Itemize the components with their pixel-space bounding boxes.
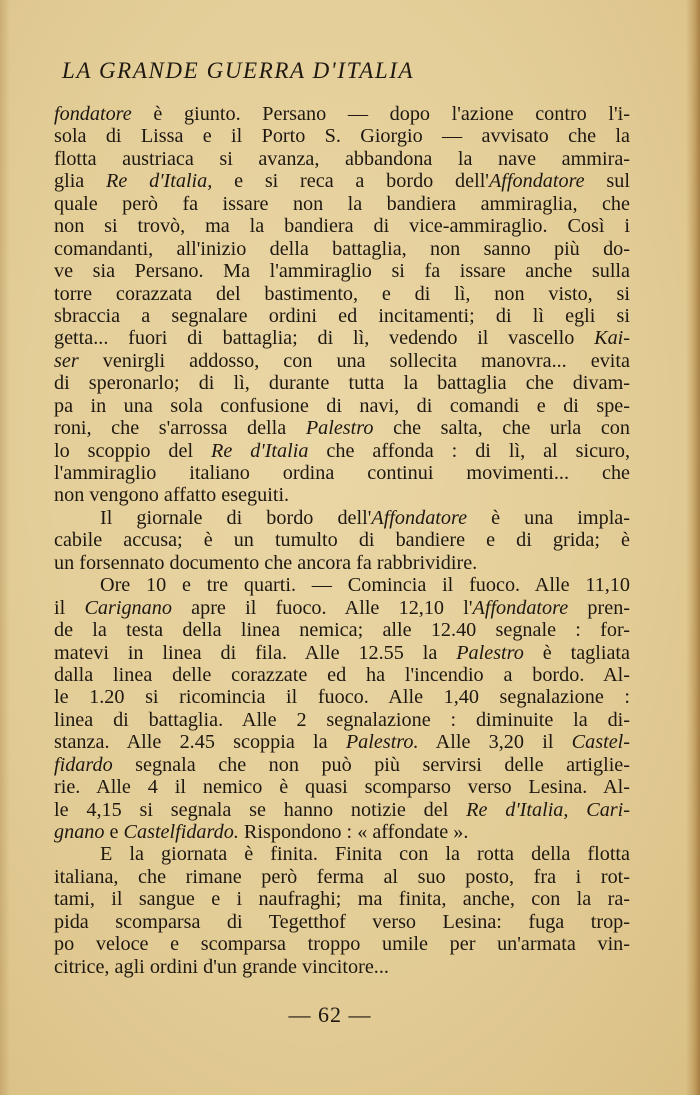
body-text <box>54 103 630 978</box>
text-line <box>54 731 630 753</box>
italic-text-segment: Re d'Italia, Cari- <box>466 798 630 821</box>
italic-text-segment: Palestro <box>305 417 374 440</box>
text-segment: un forsennato documento che ancora fa rabbrividire. <box>54 551 478 574</box>
page-left-edge-shading <box>0 0 10 1095</box>
text-segment: che salta, che urla con <box>373 417 630 440</box>
text-segment: segnala che non può più servirsi delle artiglie- <box>112 753 630 776</box>
text-line <box>54 933 630 955</box>
text-segment: E la giornata è finita. Finita con la rotta della flotta <box>100 843 630 866</box>
italic-text-segment: Castelfidardo. <box>123 821 239 843</box>
text-line <box>54 597 630 619</box>
italic-text-segment: Re d'Italia, <box>106 170 213 193</box>
text-segment: sola di Lissa e il Porto S. Giorgio — avvisato che la <box>54 125 630 148</box>
page-right-edge-shading <box>686 0 700 1095</box>
text-line <box>54 238 630 260</box>
italic-text-segment: gnano <box>54 821 105 843</box>
text-line <box>54 529 630 551</box>
text-segment: l'ammiraglio italiano ordina continui movimenti... che <box>54 462 630 484</box>
text-line <box>54 799 630 821</box>
text-line <box>54 754 630 776</box>
text-segment: il <box>54 596 85 619</box>
text-line <box>54 642 630 664</box>
text-segment: lo scoppio del <box>54 439 212 462</box>
text-segment: matevi in linea di fila. Alle 12.55 la <box>54 641 457 664</box>
text-segment: pida scomparsa di Tegetthof verso Lesina: fuga trop- <box>54 910 630 933</box>
italic-text-segment: ser <box>54 349 79 372</box>
text-line <box>54 709 630 731</box>
text-segment: venirgli addosso, con una sollecita manovra... evita <box>78 349 630 372</box>
italic-text-segment: Carignano <box>84 596 172 619</box>
text-line <box>54 507 630 529</box>
italic-text-segment: Kai- <box>594 327 630 350</box>
text-segment: getta... fuori di battaglia; di lì, vedendo il vascello <box>54 327 595 350</box>
text-line <box>54 395 630 417</box>
text-segment: sul <box>584 170 630 193</box>
text-segment: apre il fuoco. Alle 12,10 l' <box>171 596 473 619</box>
text-line <box>54 866 630 888</box>
text-segment: italiana, che rimane però ferma al suo posto, fra i rot- <box>54 865 630 888</box>
italic-text-segment: Affondatore <box>371 506 468 529</box>
text-line <box>54 462 630 484</box>
text-segment: ve sia Persano. Ma l'ammiraglio si fa issare anche sulla <box>54 260 630 283</box>
text-segment: sbraccia a segnalare ordini ed incitamenti; di lì egli si <box>54 304 630 327</box>
text-line <box>54 215 630 237</box>
text-line <box>54 956 630 978</box>
text-segment: pa in una sola confusione di navi, di comandi e di spe- <box>54 394 630 417</box>
text-segment: citrice, agli ordini d'un grande vincitore... <box>54 955 389 978</box>
text-segment: Rispondono : « affondate ». <box>238 821 469 843</box>
text-line <box>54 440 630 462</box>
text-segment: glia <box>54 170 107 193</box>
italic-text-segment: Palestro <box>456 641 524 664</box>
text-line <box>54 170 630 192</box>
text-segment: Il giornale di bordo dell' <box>100 506 372 529</box>
text-segment: de la testa della linea nemica; alle 12.40 segnale : for- <box>54 619 630 642</box>
text-segment: le 1.20 si ricomincia il fuoco. Alle 1,40 segnalazione : <box>54 686 630 709</box>
text-line <box>54 821 630 843</box>
text-segment: Ore 10 e tre quarti. — Comincia il fuoco. Alle 11,10 <box>100 574 630 597</box>
text-line <box>54 305 630 327</box>
text-segment: non vengono affatto eseguiti. <box>54 484 290 507</box>
text-segment: rie. Alle 4 il nemico è quasi scomparso verso Lesina. Al- <box>54 776 630 799</box>
page-number: — 62 — <box>288 1002 372 1027</box>
text-line <box>54 260 630 282</box>
text-line <box>54 552 630 574</box>
text-line <box>54 193 630 215</box>
italic-text-segment: Palestro. <box>345 731 419 754</box>
italic-text-segment: Affondatore <box>488 170 585 193</box>
italic-text-segment: fidardo <box>54 753 113 776</box>
text-segment: quale però fa issare non la bandiera ammiraglia, che <box>54 192 630 215</box>
text-segment: non si trovò, ma la bandiera di vice-ammiraglio. Così i <box>54 215 630 238</box>
text-line <box>54 843 630 865</box>
text-segment: e si reca a bordo dell' <box>212 170 489 193</box>
text-segment: è una impla- <box>467 506 630 529</box>
text-line <box>54 125 630 147</box>
running-head: LA GRANDE GUERRA D'ITALIA <box>62 58 415 83</box>
text-line <box>54 776 630 798</box>
text-segment: è giunto. Persano — dopo l'azione contro l'i- <box>131 103 630 125</box>
italic-text-segment: fondatore <box>54 103 132 125</box>
italic-text-segment: Castel- <box>571 731 630 754</box>
text-segment: flotta austriaca si avanza, abbandona la nave ammira- <box>54 147 630 170</box>
text-segment: stanza. Alle 2.45 scoppia la <box>54 731 346 754</box>
text-segment: torre corazzata del bastimento, e di lì, non visto, si <box>54 282 630 305</box>
text-line <box>54 574 630 596</box>
text-line <box>54 103 630 125</box>
text-segment: linea di battaglia. Alle 2 segnalazione : diminuite la di- <box>54 708 630 731</box>
italic-text-segment: Re d'Italia <box>211 439 309 462</box>
text-segment: che affonda : di lì, al sicuro, <box>308 439 630 462</box>
text-segment: di speronarlo; di lì, durante tutta la battaglia che divam- <box>54 372 630 395</box>
text-segment: tami, il sangue e i naufraghi; ma finita, anche, con la ra- <box>54 888 630 911</box>
text-line <box>54 283 630 305</box>
text-line <box>54 417 630 439</box>
text-segment: pren- <box>568 596 631 619</box>
text-segment: dalla linea delle corazzate ed ha l'incendio a bordo. Al- <box>54 663 630 686</box>
text-line <box>54 911 630 933</box>
text-segment: roni, che s'arrossa della <box>54 417 306 440</box>
text-segment: le 4,15 si segnala se hanno notizie del <box>54 798 467 821</box>
text-segment: è tagliata <box>523 641 631 664</box>
text-line <box>54 148 630 170</box>
italic-text-segment: Affondatore <box>472 596 569 619</box>
text-line <box>54 372 630 394</box>
text-line <box>54 484 630 506</box>
text-segment: Alle 3,20 il <box>418 731 572 754</box>
text-line <box>54 664 630 686</box>
text-segment: po veloce e scomparsa troppo umile per un'armata vin- <box>54 933 630 956</box>
text-line <box>54 619 630 641</box>
text-line <box>54 686 630 708</box>
text-segment: cabile accusa; è un tumulto di bandiere e di grida; è <box>54 529 630 552</box>
text-line <box>54 350 630 372</box>
text-segment: comandanti, all'inizio della battaglia, non sanno più do- <box>54 237 630 260</box>
text-segment: e <box>104 821 124 843</box>
text-line <box>54 888 630 910</box>
text-line <box>54 327 630 349</box>
